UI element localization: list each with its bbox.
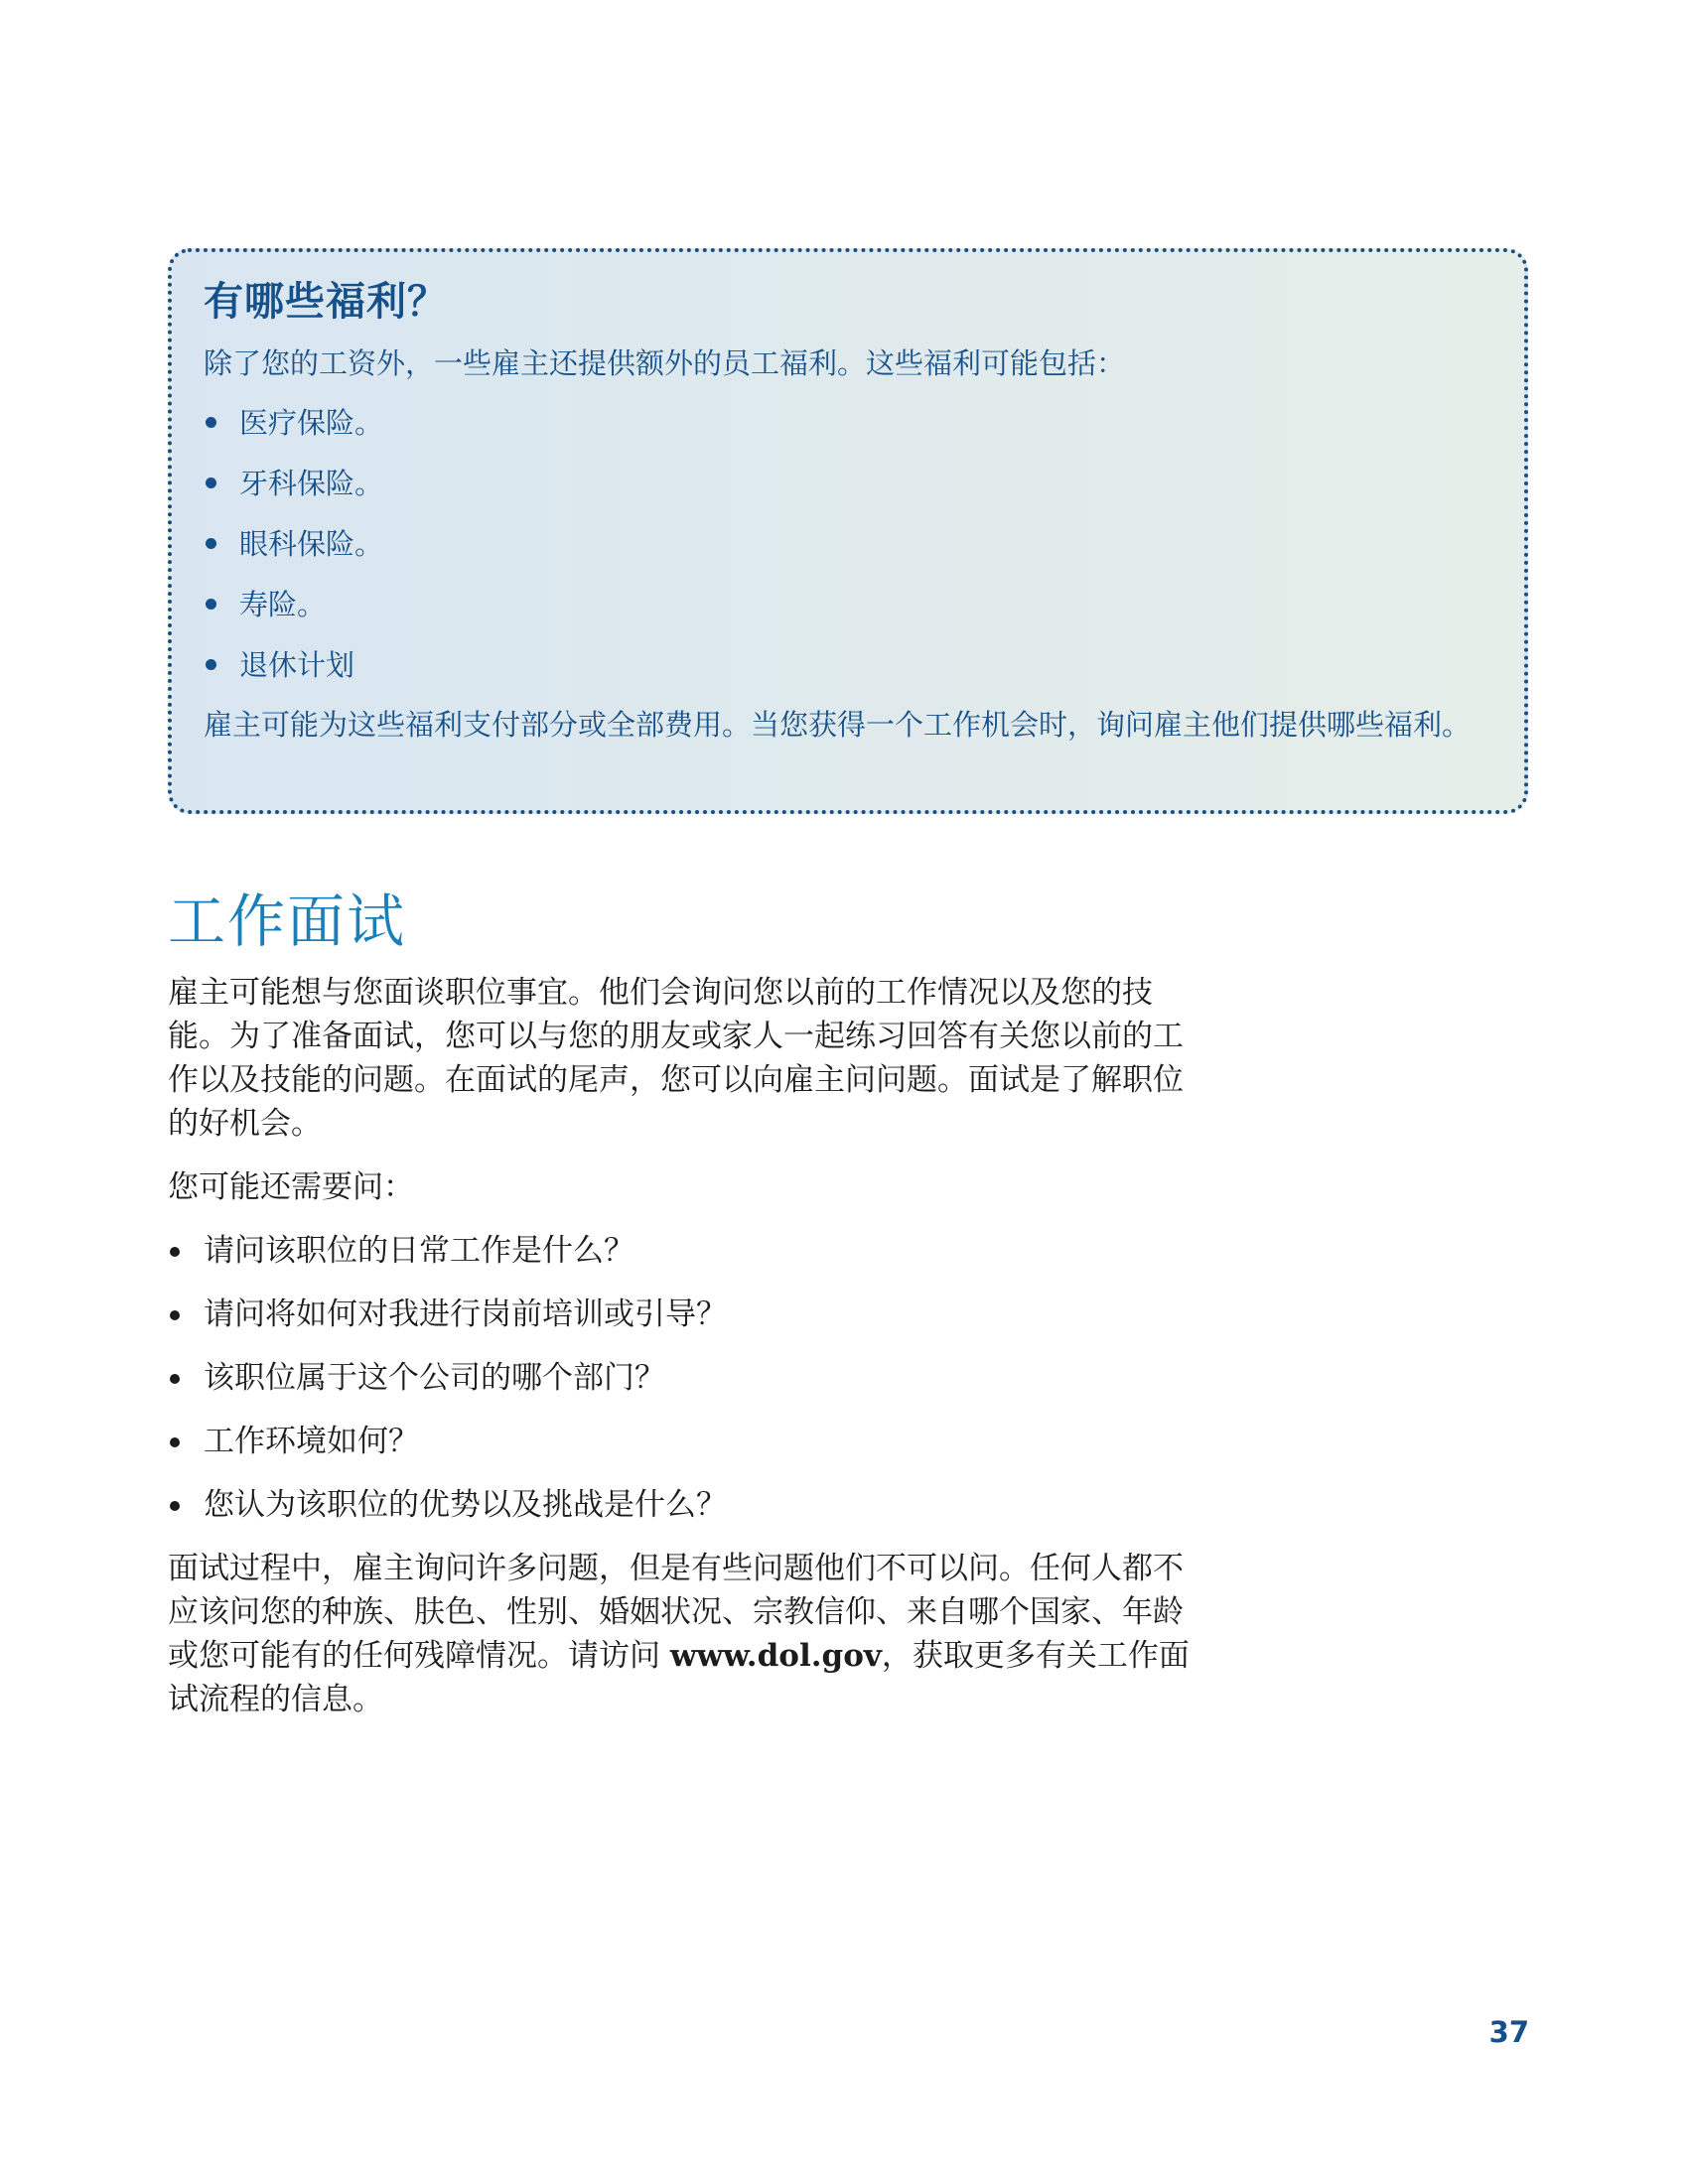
interview-section-title: 工作面试 <box>168 887 407 955</box>
list-item <box>204 401 1492 445</box>
list-item <box>204 583 1492 626</box>
interview-section-body <box>168 971 1191 1721</box>
bullet-icon <box>170 1247 180 1257</box>
list-item <box>168 1356 1191 1400</box>
bullet-icon <box>170 1310 180 1320</box>
list-item <box>204 643 1492 687</box>
benefits-list <box>204 401 1492 687</box>
question-label: 工作环境如何？ <box>204 1424 419 1459</box>
benefits-outro: 雇主可能为这些福利支付部分或全部费用。当您获得一个工作机会时，询问雇主他们提供哪些福利。 <box>204 708 1472 742</box>
bullet-icon <box>206 417 216 428</box>
benefits-callout-box <box>168 248 1528 814</box>
bullet-icon <box>206 538 216 549</box>
question-label: 请问该职位的日常工作是什么？ <box>204 1233 634 1269</box>
page-number: 37 <box>1488 2015 1529 2049</box>
question-label: 您认为该职位的优势以及挑战是什么？ <box>204 1487 727 1523</box>
list-item <box>168 1293 1191 1336</box>
list-item <box>204 522 1492 566</box>
benefits-intro: 除了您的工资外，一些雇主还提供额外的员工福利。这些福利可能包括： <box>204 346 1126 380</box>
bullet-icon <box>206 599 216 610</box>
benefit-item-label: 牙科保险。 <box>239 467 384 500</box>
closing-text-before: 面试过程中，雇主询问许多问题，但是有些问题他们不可以问。任何人都不应该问您的种族、肤色、性别、婚姻状况、宗教信仰、来自哪个国家、年龄或您可能有的任何残障情况。请访问 <box>168 1551 1184 1674</box>
benefits-title: 有哪些福利？ <box>204 279 448 325</box>
list-item <box>168 1420 1191 1463</box>
question-label: 该职位属于这个公司的哪个部门？ <box>204 1360 665 1396</box>
benefit-item-label: 寿险。 <box>239 588 327 621</box>
benefit-item-label: 退休计划 <box>239 648 355 682</box>
bullet-icon <box>170 1437 180 1447</box>
list-item <box>168 1483 1191 1527</box>
list-item <box>168 1229 1191 1273</box>
interview-paragraph: 雇主可能想与您面谈职位事宜。他们会询问您以前的工作情况以及您的技能。为了准备面试，您可以与您的朋友或家人一起练习回答有关您以前的工作以及技能的问题。在面试的尾声，您可以向雇主问问题。面试是了解职位的好机会。 <box>168 975 1184 1142</box>
questions-intro: 您可能还需要问： <box>168 1169 414 1205</box>
dol-website-link[interactable]: www.dol.gov <box>669 1638 882 1674</box>
closing-text-after: ，获取更多有关工作面试流程的信息。 <box>168 1638 1190 1717</box>
bullet-icon <box>206 659 216 670</box>
benefit-item-label: 眼科保险。 <box>239 527 384 561</box>
benefit-item-label: 医疗保险。 <box>239 406 384 440</box>
closing-paragraph <box>168 1547 1191 1721</box>
questions-list <box>168 1229 1191 1527</box>
question-label: 请问将如何对我进行岗前培训或引导？ <box>204 1297 727 1332</box>
bullet-icon <box>170 1374 180 1384</box>
list-item <box>204 462 1492 505</box>
bullet-icon <box>206 478 216 488</box>
bullet-icon <box>170 1501 180 1511</box>
